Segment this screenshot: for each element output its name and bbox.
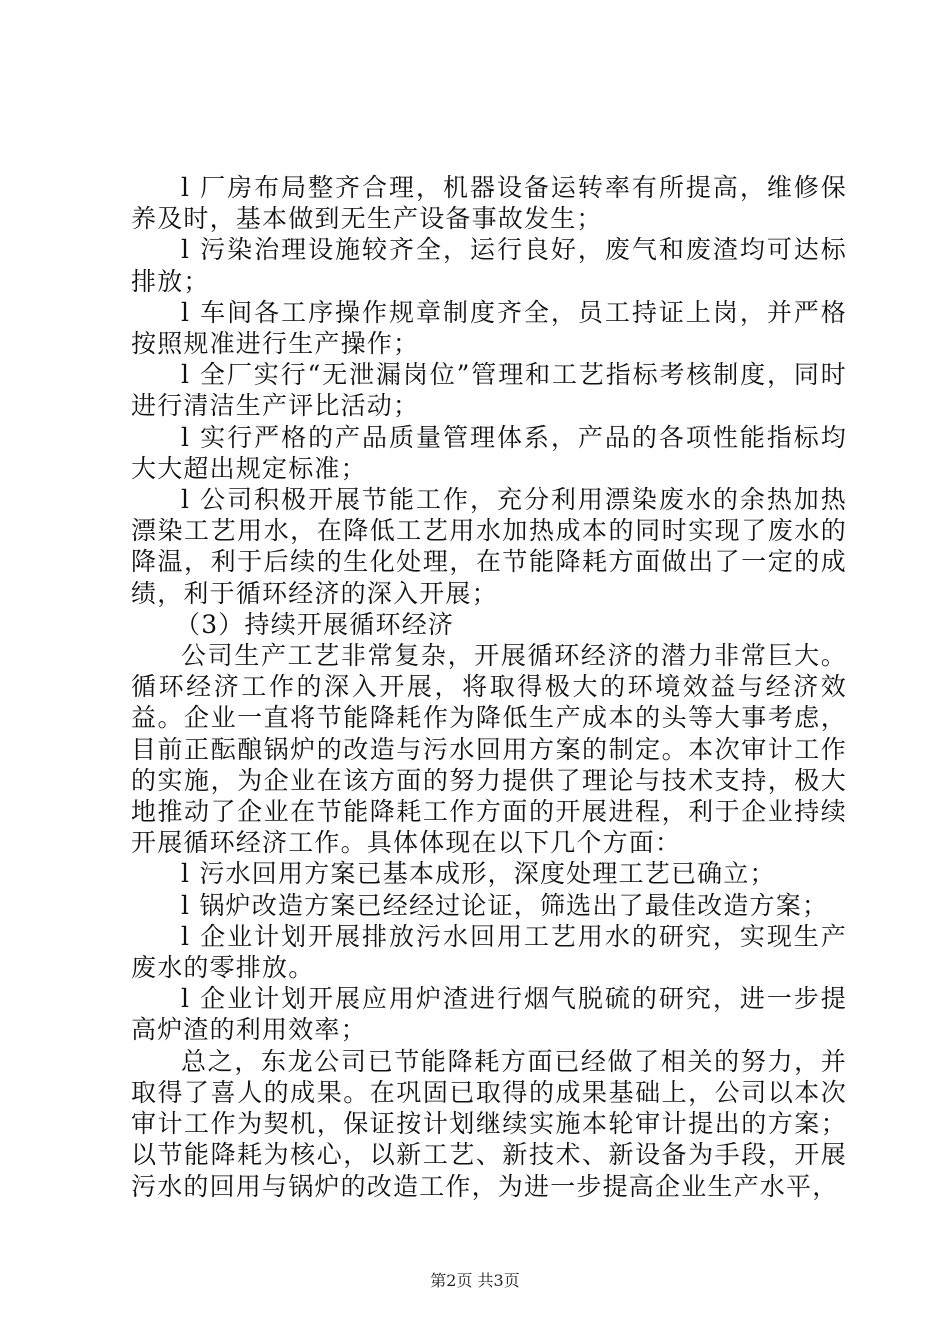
bullet-paragraph-workshop-rules: l 车间各工序操作规章制度齐全，员工持证上岗，并严格按照规准进行生产操作；: [131, 297, 847, 359]
body-paragraph-summary: 总之，东龙公司已节能降耗方面已经做了相关的努力，并取得了喜人的成果。在巩固已取得的成果基础上，公司以本次审计工作为契机，保证按计划继续实施本轮审计提出的方案；以节能降耗为核心，以新工艺、新技术、新设备为手段，开展污水的回用与锅炉的改造工作，为进一步提高企业生产水平，: [131, 1046, 847, 1201]
bullet-paragraph-no-leak-posts: l 全厂实行“无泄漏岗位”管理和工艺指标考核制度，同时进行清洁生产评比活动；: [131, 360, 847, 421]
bullet-paragraph-energy-saving: l 公司积极开展节能工作，充分利用漂染废水的余热加热漂染工艺用水，在降低工艺用水加热成本的同时实现了废水的降温，利于后续的生化处理，在节能降耗方面做出了一定的成绩，利于循环经济的深入开展；: [131, 485, 847, 608]
bullet-paragraph-wastewater-reuse: l 污水回用方案已基本成形，深度处理工艺已确立；: [181, 859, 776, 889]
bullet-paragraph-plant-layout: l 厂房布局整齐合理，机器设备运转率有所提高，维修保养及时，基本做到无生产设备事故发生；: [131, 173, 847, 234]
document-body: [131, 172, 847, 1202]
bullet-paragraph-flue-gas: l 企业计划开展应用炉渣进行烟气脱硫的研究，进一步提高炉渣的利用效率；: [131, 984, 847, 1045]
body-paragraph-circular-economy: 公司生产工艺非常复杂，开展循环经济的潜力非常巨大。循环经济工作的深入开展，将取得极大的环境效益与经济效益。企业一直将节能降耗作为降低生产成本的头等大事考虑，目前正酝酿锅炉的改造与污水回用方案的制定。本次审计工作的实施，为企业在该方面的努力提供了理论与技术支持，极大地推动了企业在节能降耗工作方面的开展进程，利于企业持续开展循环经济工作。具体体现在以下几个方面：: [131, 641, 847, 858]
bullet-paragraph-boiler-retrofit: l 锅炉改造方案已经经过论证，筛选出了最佳改造方案；: [181, 890, 829, 920]
bullet-paragraph-pollution-control: l 污染治理设施较齐全，运行良好，废气和废渣均可达标排放；: [131, 235, 847, 296]
page-footer: 第2页 共3页: [430, 1271, 520, 1290]
bullet-paragraph-zero-discharge: l 企业计划开展排放污水回用工艺用水的研究，实现生产废水的零排放。: [131, 921, 847, 983]
section-heading: （3）持续开展循环经济: [175, 609, 455, 639]
bullet-paragraph-quality-system: l 实行严格的产品质量管理体系，产品的各项性能指标均大大超出规定标准；: [131, 422, 847, 483]
